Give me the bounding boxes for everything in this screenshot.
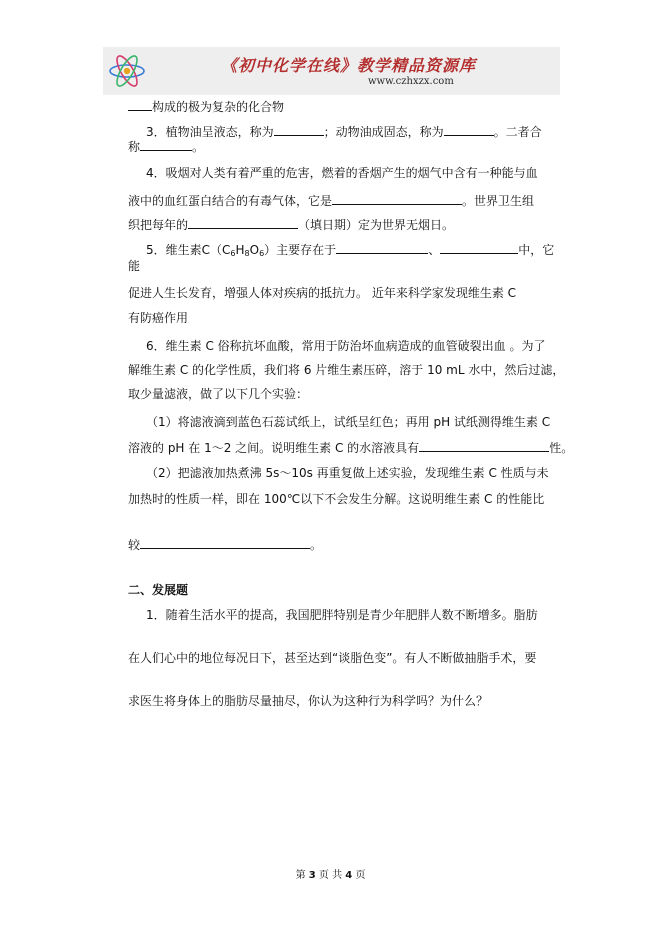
footer-text: 页 [355, 870, 366, 881]
answer-blank[interactable] [274, 123, 324, 136]
q6-exp2-line-2: 加热时的性质一样，即在 100℃以下不会发生分解。这说明维生素 C 的性能比 [128, 492, 545, 506]
answer-blank[interactable] [188, 216, 298, 229]
page-total: 4 [345, 870, 353, 881]
text: 构成的极为复杂的化合物 [152, 100, 285, 114]
text: 性。 [549, 441, 574, 455]
text: 较 [128, 538, 141, 552]
section-heading: 二、发展题 [128, 583, 189, 597]
text: 中，它 [518, 243, 555, 257]
q5-line-1 [146, 241, 554, 262]
answer-blank[interactable] [336, 241, 428, 254]
text: 溶液的 pH 在 1～2 之间。说明维生素 C 的水溶液具有 [128, 441, 420, 455]
text: 。 [310, 538, 323, 552]
text: 。二者合 [493, 125, 542, 139]
text: 液中的血红蛋白结合的有毒气体，它是 [128, 194, 333, 208]
atom-logo-icon [107, 52, 147, 90]
text: （填日期）定为世界无烟日。 [298, 218, 455, 232]
page-footer [0, 866, 661, 881]
footer-text: 页 共 [318, 870, 343, 881]
q4-line-3 [128, 216, 454, 233]
text: 3．植物油呈液态，称为 [146, 125, 274, 139]
text: 、 [428, 243, 441, 257]
answer-blank[interactable] [140, 536, 310, 549]
header-banner [103, 47, 560, 95]
q6-exp1-line-1: （1）将滤液滴到蓝色石蕊试纸上，试纸呈红色；再用 pH 试纸测得维生素 C [146, 415, 551, 429]
text: 。世界卫生组 [462, 194, 535, 208]
line-1 [128, 98, 284, 115]
q5-line-4: 有防癌作用 [128, 311, 189, 325]
answer-blank[interactable] [440, 241, 518, 254]
q5-line-3: 促进人生长发育，增强人体对疾病的抵抗力。 近年来科学家发现维生素 C [128, 286, 517, 300]
answer-blank[interactable] [332, 192, 462, 205]
q4-line-1: 4．吸烟对人类有着严重的危害，燃着的香烟产生的烟气中含有一种能与血 [146, 166, 538, 180]
q6-line-2: 解维生素 C 的化学性质，我们将 6 片维生素压碎，溶于 10 mL 水中，然后过滤， [128, 363, 565, 377]
text: 称 [128, 140, 141, 154]
subscript: 6 [230, 249, 236, 258]
answer-blank[interactable] [128, 98, 152, 111]
q3-line-2 [128, 138, 204, 155]
q5-line-2: 能 [128, 259, 141, 273]
subscript: 8 [244, 249, 250, 258]
q6-line-1: 6．维生素 C 俗称抗坏血酸，常用于防治坏血病造成的血管破裂出血 。为了 [146, 339, 546, 353]
footer-text: 第 [295, 870, 306, 881]
subscript: 6 [259, 249, 265, 258]
text: O [249, 243, 260, 257]
section2-line-3: 求医生将身体上的脂肪尽量抽尽，你认为这种行为科学吗？为什么？ [128, 694, 489, 708]
text: ）主要存在于 [264, 243, 337, 257]
section2-line-2: 在人们心中的地位每况日下，甚至达到“谈脂色变”。有人不断做抽脂手术，要 [128, 651, 537, 665]
text: 5．维生素C（C [146, 243, 231, 257]
banner-url[interactable]: www.czhxzx.com [368, 76, 454, 87]
text: 织把每年的 [128, 218, 189, 232]
answer-blank[interactable] [140, 138, 192, 151]
text: 。 [192, 140, 205, 154]
answer-blank[interactable] [419, 439, 549, 452]
section2-line-1: 1．随着生活水平的提高，我国肥胖特别是青少年肥胖人数不断增多。脂肪 [146, 608, 538, 622]
q6-exp1-line-2 [128, 439, 573, 456]
page-number: 3 [308, 870, 316, 881]
answer-blank[interactable] [444, 123, 494, 136]
q6-exp2-line-1: （2）把滤液加热煮沸 5s～10s 再重复做上述实验，发现维生素 C 性质与未 [146, 466, 549, 480]
banner-title: 《初中化学在线》教学精品资源库 [221, 56, 477, 75]
q6-exp2-line-3 [128, 536, 322, 553]
q3-line [146, 123, 542, 140]
text: H [235, 243, 245, 257]
text: ；动物油成固态，称为 [323, 125, 444, 139]
q4-line-2 [128, 192, 534, 209]
q6-line-3: 取少量滤液，做了以下几个实验： [128, 387, 309, 401]
